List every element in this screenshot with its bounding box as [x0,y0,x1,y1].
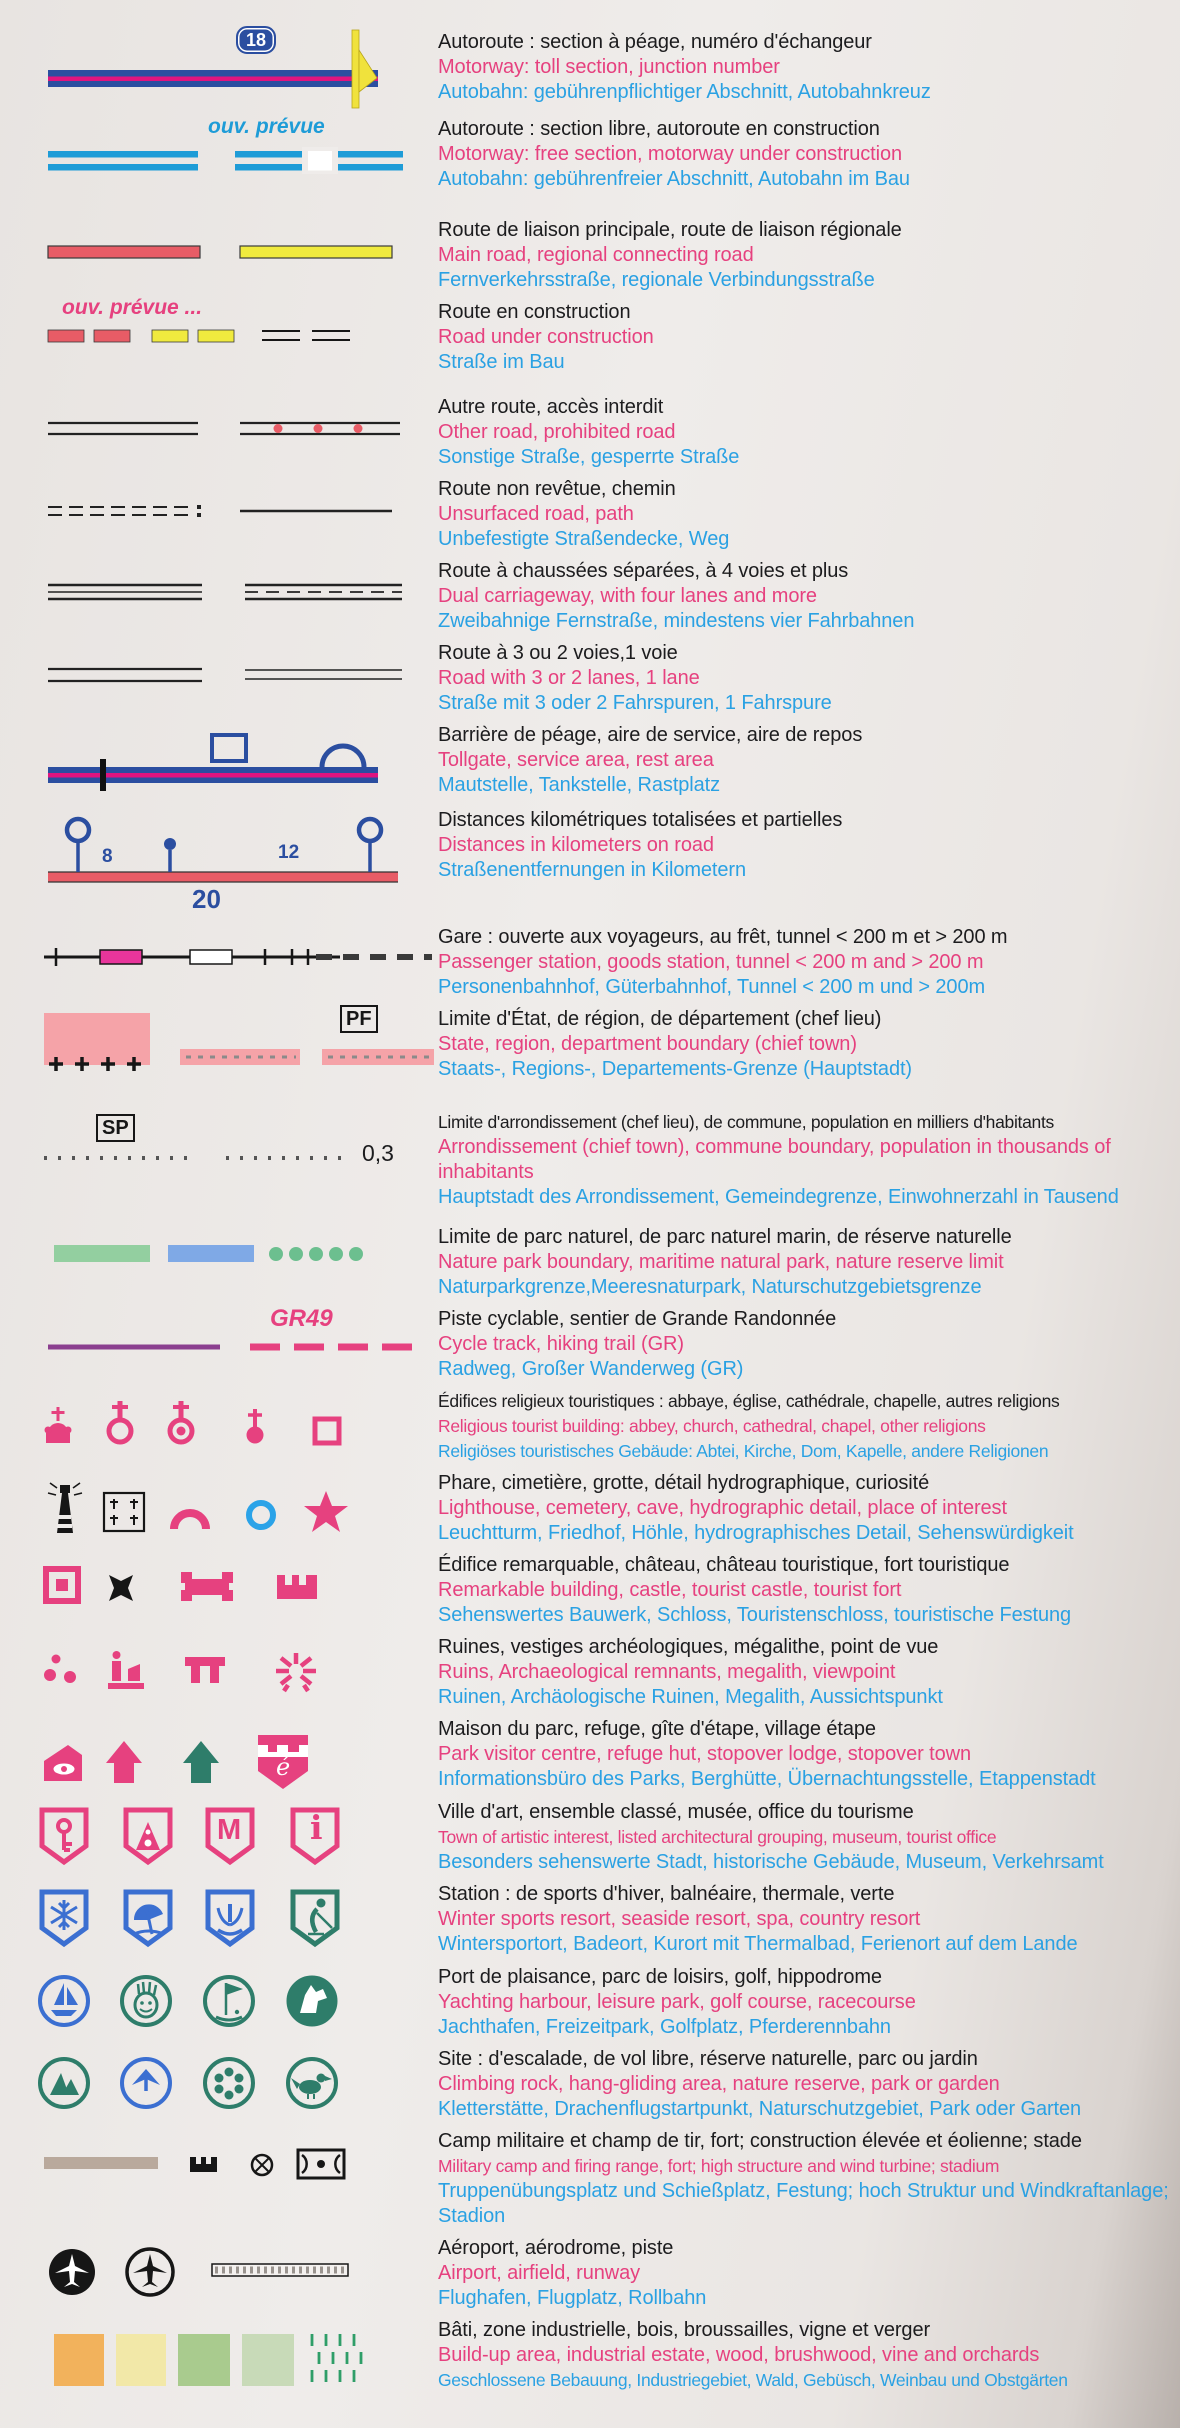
label-de: Fernverkehrsstraße, regionale Verbindungsstraße [438,269,875,291]
population-value: 0,3 [362,1140,394,1166]
airport-icon [49,2249,95,2295]
church-icon [109,1401,131,1442]
sp-subprefecture-label: SP [96,1114,135,1142]
gr-trail-label: GR49 [270,1305,333,1332]
road-construction-symbol [40,296,438,388]
legend-row-lighthouse [40,1471,1180,1546]
legend-row-other-road [40,395,1180,470]
passenger-station-icon [100,950,142,964]
label-fr: Route à 3 ou 2 voies,1 voie [438,642,678,664]
label-de: Staats-, Regions-, Departements-Grenze (Hauptstadt) [438,1058,912,1080]
airfield-icon [127,2249,173,2295]
harbour-symbols [40,1965,438,2040]
remarkable-building-icon [46,1569,78,1601]
label-fr: Édifice remarquable, château, château touristique, fort touristique [438,1554,1010,1576]
railway-icon [40,931,438,987]
road-lanes-symbol [40,641,438,716]
brushwood-swatch [242,2334,294,2386]
resort-icons [40,1888,438,1958]
km-total-20: 20 [192,884,221,914]
label-fr: Distances kilométriques totalisées et partielles [438,809,843,831]
label-de: Sonstige Straße, gesperrte Straße [438,446,740,468]
label-en: Tollgate, service area, rest area [438,749,714,771]
label-fr: Route non revêtue, chemin [438,478,676,500]
label-de: Kletterstätte, Drachenflugstartpunkt, Naturschutzgebiet, Park oder Garten [438,2098,1082,2120]
label-de: Radweg, Großer Wanderweg (GR) [438,1358,744,1380]
megalith-icon [185,1657,225,1683]
label-en: Other road, prohibited road [438,421,676,443]
sailboat-icon [40,1977,88,2025]
label-en: Religious tourist building: abbey, church, cathedral, chapel, other religions [438,1416,986,1436]
goods-station-icon [190,950,232,964]
railway-symbol [40,925,438,1000]
golfer-glyph [308,1899,332,1935]
airport-symbols [40,2236,438,2311]
high-structure-icon [252,2155,272,2175]
motorway-free-icon [40,141,438,211]
label-de: Flughafen, Flugplatz, Rollbahn [438,2287,707,2309]
star-icon [304,1491,348,1532]
lighthouse-icon [48,1483,82,1533]
legend-row-ruins [40,1635,1180,1710]
label-en: Arrondissement (chief town), commune boundary, population in thousands of inhabitants [438,1136,1111,1183]
label-de: Hauptstadt des Arrondissement, Gemeindegrenze, Einwohnerzahl in Tausend [438,1186,1119,1208]
lighthouse-symbols [40,1471,438,1546]
cemetery-icon [104,1493,144,1531]
military-camp-icon [44,2157,158,2169]
stadium-icon [298,2150,344,2178]
label-fr: Autoroute : section à péage, numéro d'échangeur [438,31,872,53]
label-fr: Camp militaire et champ de tir, fort; construction élevée et éolienne; stade [438,2130,1082,2152]
label-fr: Autre route, accès interdit [438,396,664,418]
ruins-symbols [40,1635,438,1710]
label-fr: Édifices religieux touristiques : abbaye, église, cathédrale, chapelle, autres religions [438,1391,1060,1411]
castle-icon [109,1575,133,1601]
legend-row-military [40,2129,1180,2229]
label-en: Lighthouse, cemetery, cave, hydrographic detail, place of interest [438,1497,1007,1519]
junction-number-badge: 18 [236,26,276,54]
ouv-prevue-dots-label: ouv. prévue ... [62,296,203,319]
legend-row-religious-buildings [40,1389,1180,1464]
label-en: Build-up area, industrial estate, wood, brushwood, vine and orchards [438,2344,1040,2366]
legend-row-railway-station [40,925,1180,1000]
vine-orchard-swatch [312,2334,361,2382]
label-de: Geschlossene Bebauung, Industriegebiet, Wald, Gebüsch, Weinbau und Obstgärten [438,2370,1068,2390]
nature-park-icon [40,1231,438,1287]
label-de: Leuchtturm, Friedhof, Höhle, hydrographisches Detail, Sehenswürdigkeit [438,1522,1074,1544]
label-de: Naturparkgrenze,Meeresnaturpark, Naturschutzgebietsgrenze [438,1276,982,1298]
refuge-icon [106,1741,142,1783]
label-en: Climbing rock, hang-gliding area, nature reserve, park or garden [438,2073,1000,2095]
label-en: Remarkable building, castle, tourist castle, tourist fort [438,1579,902,1601]
dual-carriageway-icon [40,565,438,625]
bird-icon [288,2059,336,2107]
park-house-symbols [40,1717,438,1793]
label-de: Informationsbüro des Parks, Berghütte, Übernachtungsstelle, Etappenstadt [438,1768,1096,1790]
label-de: Straßenentfernungen in Kilometern [438,859,746,881]
label-de: Truppenübungsplatz und Schießplatz, Festung; hoch Struktur und Windkraftanlage; Stadion [438,2180,1169,2227]
flower-icon [205,2059,253,2107]
label-en: Unsurfaced road, path [438,503,634,525]
harbour-icons [40,1971,438,2035]
tollgate-symbol [40,723,438,801]
hand-icon [122,1977,170,2025]
label-de: Straße mit 3 oder 2 Fahrspuren, 1 Fahrspure [438,692,832,714]
legend-row-unsurfaced-road [40,477,1180,552]
legend-row-distances [40,808,1180,918]
info-letter: i [310,1808,323,1847]
castle-icons [40,1559,438,1615]
label-de: Ruinen, Archäologische Ruinen, Megalith, Aussichtspunkt [438,1686,943,1708]
legend-row-commune-boundary [40,1110,1180,1218]
golfer-shield-icon [293,1892,337,1944]
main-road-symbol [40,218,438,293]
wood-swatch [178,2334,230,2386]
built-up-swatch [54,2334,104,2386]
label-en: Yachting harbour, leisure park, golf course, racecourse [438,1991,916,2013]
km-partial-8: 8 [102,846,113,867]
state-boundary-symbol [40,1007,438,1103]
label-de: Religiöses touristisches Gebäude: Abtei, Kirche, Dom, Kapelle, andere Religionen [438,1441,1049,1461]
military-icons [40,2135,438,2191]
legend-row-road-lanes [40,641,1180,716]
label-fr: Barrière de péage, aire de service, aire de repos [438,724,863,746]
label-en: Passenger station, goods station, tunnel < 200 m and > 200 m [438,951,984,973]
legend-row-motorway-toll [40,30,1180,110]
pf-prefecture-label: PF [340,1005,378,1033]
label-de: Personenbahnhof, Güterbahnhof, Tunnel < 200 m und > 200m [438,976,986,998]
legend-row-road-construction [40,296,1180,388]
main-road-icon [40,224,438,284]
hang-glider-icon [122,2059,170,2107]
label-fr: Route à chaussées séparées, à 4 voies et plus [438,560,849,582]
legend-row-tollgate [40,723,1180,801]
runway-icon [212,2264,348,2276]
label-en: Ruins, Archaeological remnants, megalith, viewpoint [438,1661,896,1683]
label-en: Park visitor centre, refuge hut, stopover lodge, stopover town [438,1743,971,1765]
castle-symbols [40,1553,438,1628]
airport-icons [40,2242,438,2304]
museum-letter: M [217,1814,242,1846]
commune-boundary-symbol [40,1110,438,1218]
ruins-icons [40,1641,438,1697]
legend-row-landuse [40,2318,1180,2396]
cathedral-icon [170,1401,192,1442]
label-de: Besonders sehenswerte Stadt, historische Gebäude, Museum, Verkehrsamt [438,1851,1104,1873]
label-en: Dual carriageway, with four lanes and more [438,585,817,607]
fort-icon [190,2157,217,2172]
label-fr: Piste cyclable, sentier de Grande Randonnée [438,1308,837,1330]
stopover-letter: é [276,1753,291,1781]
site-symbols [40,2047,438,2122]
park-house-icons [40,1723,438,1793]
label-fr: Limite de parc naturel, de parc naturel marin, de réserve naturelle [438,1226,1012,1248]
label-en: Main road, regional connecting road [438,244,754,266]
umbrella-glyph [134,1904,164,1934]
resort-symbols [40,1882,438,1958]
distances-symbol [40,808,438,918]
motorway-toll-symbol [40,30,438,110]
site-icons [40,2053,438,2117]
golf-flag-icon [205,1977,253,2025]
chapel-icon [247,1409,264,1444]
legend-row-park-house [40,1717,1180,1793]
label-en: Road under construction [438,326,654,348]
junction-arrow-icon [352,30,377,108]
label-de: Zweibahnige Fernstraße, mindestens vier Fahrbahnen [438,610,915,632]
label-en: State, region, department boundary (chief town) [438,1033,857,1055]
mountain-icon [40,2059,88,2107]
religious-symbols [40,1389,438,1464]
legend-row-castles [40,1553,1180,1628]
label-de: Autobahn: gebührenpflichtiger Abschnitt, Autobahnkreuz [438,81,931,103]
label-de: Jachthafen, Freizeitpark, Golfplatz, Pferderennbahn [438,2016,891,2038]
cycle-track-symbol [40,1307,438,1382]
label-fr: Ruines, vestiges archéologiques, mégalithe, point de vue [438,1636,939,1658]
label-fr: Aéroport, aérodrome, piste [438,2237,674,2259]
label-fr: Autoroute : section libre, autoroute en construction [438,118,880,140]
industrial-swatch [116,2334,166,2386]
nature-park-symbol [40,1225,438,1300]
religious-icons [40,1395,438,1453]
label-en: Winter sports resort, seaside resort, spa, country resort [438,1908,921,1930]
cycle-track-icon [40,1307,438,1371]
unsurfaced-road-icon [40,483,438,543]
label-en: Distances in kilometers on road [438,834,714,856]
label-fr: Limite d'arrondissement (chef lieu), de commune, population en milliers d'habitants [438,1112,1054,1132]
legend-row-state-boundary [40,1007,1180,1103]
label-fr: Ville d'art, ensemble classé, musée, office du tourisme [438,1801,914,1823]
label-de: Sehenswertes Bauwerk, Schloss, Touristenschloss, touristische Festung [438,1604,1072,1626]
km-partial-12: 12 [278,842,300,863]
legend-row-nature-park [40,1225,1180,1300]
label-en: Motorway: toll section, junction number [438,56,780,78]
other-road-symbol [40,395,438,470]
legend-row-sites [40,2047,1180,2122]
horse-icon [288,1977,336,2025]
label-en: Motorway: free section, motorway under construction [438,143,902,165]
label-de: Mautstelle, Tankstelle, Rastplatz [438,774,721,796]
tollgate-icon [40,723,438,801]
label-fr: Port de plaisance, parc de loisirs, golf, hippodrome [438,1966,882,1988]
label-en: Road with 3 or 2 lanes, 1 lane [438,667,700,689]
label-fr: Station : de sports d'hiver, balnéaire, thermale, verte [438,1883,895,1905]
tourist-fort-icon [277,1575,317,1599]
label-fr: Bâti, zone industrielle, bois, broussailles, vigne et verger [438,2319,931,2341]
tourist-castle-icon [181,1572,233,1601]
legend-row-harbour [40,1965,1180,2040]
legend-row-main-road [40,218,1180,293]
legend-row-town-of-art [40,1800,1180,1875]
label-fr: Site : d'escalade, de vol libre, réserve naturelle, parc ou jardin [438,2048,978,2070]
viewpoint-icon [276,1653,316,1691]
legend-row-resorts [40,1882,1180,1958]
dual-carriageway-symbol [40,559,438,634]
label-fr: Limite d'État, de région, de département (chef lieu) [438,1008,882,1030]
unsurfaced-road-symbol [40,477,438,552]
town-art-symbols [40,1800,438,1875]
label-en: Airport, airfield, runway [438,2262,641,2284]
label-fr: Route de liaison principale, route de liaison régionale [438,219,902,241]
park-house-icon [44,1745,82,1781]
legend-row-cycle-track [40,1307,1180,1382]
military-symbols [40,2129,438,2229]
label-fr: Route en construction [438,301,631,323]
label-en: Cycle track, hiking trail (GR) [438,1333,684,1355]
label-en: Nature park boundary, maritime natural park, nature reserve limit [438,1251,1004,1273]
hydrographic-icon [249,1503,273,1527]
state-boundary-icon [40,1007,438,1097]
distances-icon [40,808,438,912]
legend-row-dual-carriageway [40,559,1180,634]
label-de: Unbefestigte Straßendecke, Weg [438,528,730,550]
label-de: Wintersportort, Badeort, Kurort mit Thermalbad, Ferienort auf dem Lande [438,1933,1078,1955]
other-road-icon [40,401,438,461]
road-construction-icon [40,322,438,388]
remnants-icon [108,1651,144,1689]
label-fr: Maison du parc, refuge, gîte d'étape, village étape [438,1718,876,1740]
label-en: Military camp and firing range, fort; high structure and wind turbine; stadium [438,2156,1000,2176]
label-de: Autobahn: gebührenfreier Abschnitt, Autobahn im Bau [438,168,910,190]
ruins-icon [44,1655,76,1684]
monument-glyph [136,1822,160,1850]
road-lanes-icon [40,647,438,707]
landuse-symbols [40,2318,438,2396]
legend-row-airport [40,2236,1180,2311]
spa-glyph [218,1904,242,1934]
abbey-icon [45,1407,72,1443]
label-fr: Phare, cimetière, grotte, détail hydrographique, curiosité [438,1472,930,1494]
label-de: Straße im Bau [438,351,565,373]
cave-icon [174,1513,206,1529]
lodge-icon [183,1741,219,1783]
motorway-free-symbol [40,117,438,211]
legend-row-motorway-free [40,117,1180,211]
landuse-icons [40,2324,438,2396]
lighthouse-icons [40,1477,438,1539]
label-en: Town of artistic interest, listed architectural grouping, museum, tourist office [438,1827,997,1847]
label-fr: Gare : ouverte aux voyageurs, au frêt, tunnel < 200 m et > 200 m [438,926,1008,948]
other-religion-icon [315,1419,339,1443]
ouv-prevue-label: ouv. prévue [208,115,325,138]
